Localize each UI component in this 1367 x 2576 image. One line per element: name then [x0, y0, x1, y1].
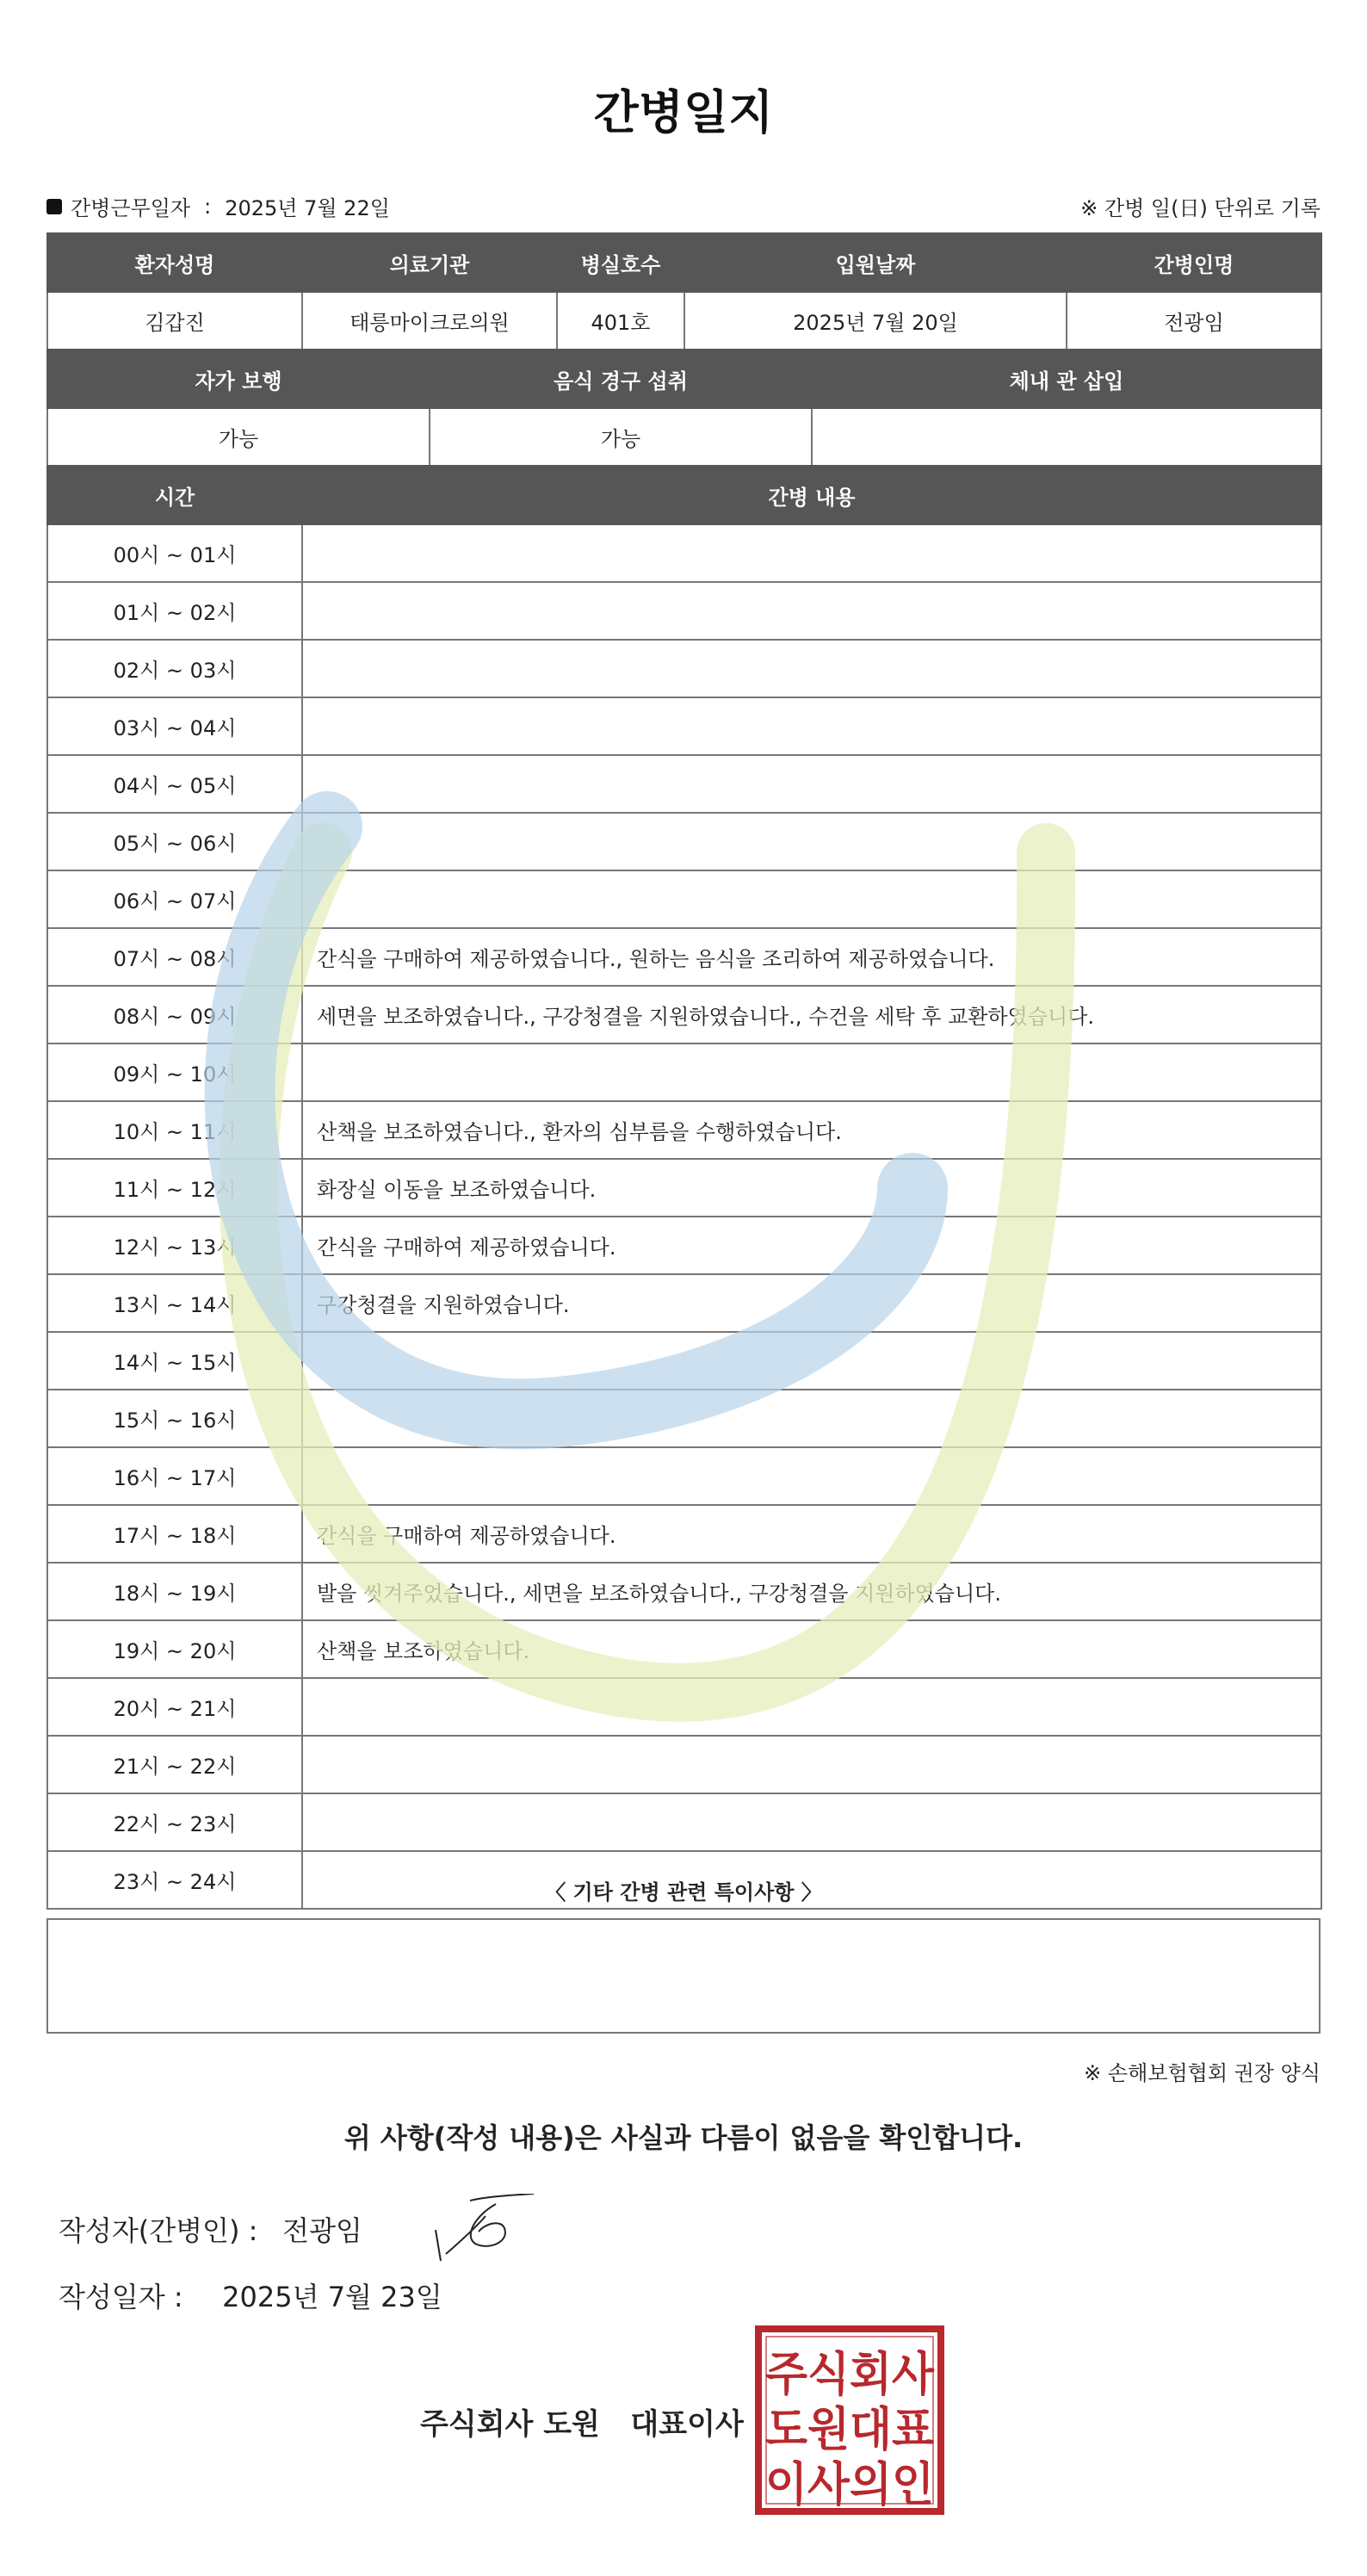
- care-log-row: [47, 697, 1321, 755]
- care-log-row: [47, 1274, 1321, 1332]
- write-date-line: [59, 2276, 442, 2315]
- care-log-time: 20시 ~ 21시: [47, 1678, 302, 1736]
- writer-line: [59, 2209, 362, 2249]
- patient-info-value-row: [47, 292, 1321, 350]
- care-log-content: [302, 1736, 1321, 1793]
- care-log-time: 16시 ~ 17시: [47, 1447, 302, 1505]
- self-walking-value: 가능: [47, 408, 430, 466]
- svg-text:이사의인: 이사의인: [765, 2457, 934, 2511]
- care-log-time: 21시 ~ 22시: [47, 1736, 302, 1793]
- writer-label: 작성자(간병인) :: [59, 2214, 258, 2247]
- write-date-value: 2025년 7월 23일: [222, 2281, 442, 2313]
- confirmation-statement: 위 사항(작성 내용)은 사실과 다름이 없음을 확인합니다.: [343, 2121, 1024, 2154]
- care-log-content: [302, 697, 1321, 755]
- header-admission-date: 입원날짜: [684, 233, 1067, 292]
- care-log-row: [47, 1447, 1321, 1505]
- care-log-content: 산책을 보조하였습니다., 환자의 심부름을 수행하였습니다.: [302, 1101, 1321, 1159]
- special-notes-title: 〈 기타 간병 관련 특이사항 〉: [545, 1880, 822, 1904]
- care-log-row: [47, 1736, 1321, 1793]
- care-log-row: [47, 1563, 1321, 1620]
- care-log-row: [47, 813, 1321, 870]
- care-log-row: [47, 1159, 1321, 1217]
- care-log-time: 03시 ~ 04시: [47, 697, 302, 755]
- care-log-time: 01시 ~ 02시: [47, 582, 302, 640]
- care-log-content: [302, 1332, 1321, 1390]
- svg-text:도원대표: 도원대표: [765, 2402, 934, 2456]
- care-log-content: [302, 1793, 1321, 1851]
- care-log-time: 07시 ~ 08시: [47, 928, 302, 986]
- care-log-time: 17시 ~ 18시: [47, 1505, 302, 1563]
- care-log-content: 화장실 이동을 보조하였습니다.: [302, 1159, 1321, 1217]
- writer-name: 전광임: [282, 2214, 362, 2247]
- care-log-content: [302, 1390, 1321, 1447]
- care-log-row: [47, 1217, 1321, 1274]
- care-log-row: [47, 1043, 1321, 1101]
- institution: 태릉마이크로의원: [302, 292, 557, 350]
- work-date-line: [46, 191, 390, 221]
- write-date-label: 작성일자 :: [59, 2281, 183, 2313]
- care-log-content: [302, 1447, 1321, 1505]
- unit-note: ※ 간병 일(日) 단위로 기록: [1080, 196, 1321, 220]
- care-log-content: [302, 755, 1321, 813]
- care-log-time: 19시 ~ 20시: [47, 1620, 302, 1678]
- care-log-row: [47, 1620, 1321, 1678]
- care-log-row: [47, 1505, 1321, 1563]
- care-log-header-row: [47, 466, 1321, 524]
- care-log-time: 05시 ~ 06시: [47, 813, 302, 870]
- care-log-row: [47, 582, 1321, 640]
- care-log-row: [47, 755, 1321, 813]
- care-log-time: 11시 ~ 12시: [47, 1159, 302, 1217]
- header-self-walking: 자가 보행: [47, 350, 430, 408]
- header-time: 시간: [47, 466, 302, 524]
- company-representative: 주식회사 도원 대표이사: [420, 2407, 744, 2442]
- header-institution: 의료기관: [302, 233, 557, 292]
- care-log-row: [47, 640, 1321, 697]
- tube-insertion-value: [812, 408, 1321, 466]
- square-bullet-icon: [46, 199, 62, 214]
- care-log-row: [47, 1332, 1321, 1390]
- care-log-time: 10시 ~ 11시: [47, 1101, 302, 1159]
- care-log-time: 08시 ~ 09시: [47, 986, 302, 1043]
- status-value-row: [47, 408, 1321, 466]
- header-oral-intake: 음식 경구 섭취: [430, 350, 812, 408]
- care-log-time: 09시 ~ 10시: [47, 1043, 302, 1101]
- patient-info-table: [46, 232, 1322, 350]
- care-log-row: [47, 524, 1321, 582]
- care-log-row: [47, 1678, 1321, 1736]
- admission-date: 2025년 7월 20일: [684, 292, 1067, 350]
- oral-intake-value: 가능: [430, 408, 812, 466]
- handwritten-signature: [425, 2194, 554, 2263]
- care-log-time: 18시 ~ 19시: [47, 1563, 302, 1620]
- care-log-time: 15시 ~ 16시: [47, 1390, 302, 1447]
- patient-info-header-row: [47, 233, 1321, 292]
- care-log-content: [302, 1043, 1321, 1101]
- care-log-content: 간식을 구매하여 제공하였습니다.: [302, 1505, 1321, 1563]
- care-log-content: [302, 524, 1321, 582]
- company-seal-stamp: [754, 2325, 945, 2516]
- care-log-content: 간식을 구매하여 제공하였습니다.: [302, 1217, 1321, 1274]
- care-log-content: 발을 씻겨주었습니다., 세면을 보조하였습니다., 구강청결을 지원하였습니다.: [302, 1563, 1321, 1620]
- care-log-time: 13시 ~ 14시: [47, 1274, 302, 1332]
- header-tube-insertion: 체내 관 삽입: [812, 350, 1321, 408]
- header-caregiver-name: 간병인명: [1067, 233, 1321, 292]
- header-care-content: 간병 내용: [302, 466, 1321, 524]
- care-log-row: [47, 928, 1321, 986]
- special-notes-box: [46, 1918, 1321, 2034]
- work-date-separator: :: [204, 194, 212, 219]
- status-header-row: [47, 350, 1321, 408]
- room-number: 401호: [557, 292, 684, 350]
- svg-text:주식회사: 주식회사: [765, 2347, 935, 2401]
- care-log-content: [302, 1678, 1321, 1736]
- care-log-content: 구강청결을 지원하였습니다.: [302, 1274, 1321, 1332]
- care-log-time: 00시 ~ 01시: [47, 524, 302, 582]
- caregiver-name: 전광임: [1067, 292, 1321, 350]
- care-log-row: [47, 986, 1321, 1043]
- care-log-time: 22시 ~ 23시: [47, 1793, 302, 1851]
- care-log-table: [46, 465, 1322, 1910]
- page-title: 간병일지: [593, 85, 774, 139]
- header-patient-name: 환자성명: [47, 233, 302, 292]
- care-log-time: 23시 ~ 24시: [47, 1851, 302, 1909]
- care-log-content: [302, 640, 1321, 697]
- recommended-form-note: ※ 손해보험협회 권장 양식: [1084, 2061, 1321, 2085]
- care-log-content: [302, 813, 1321, 870]
- care-log-row: [47, 1390, 1321, 1447]
- care-log-row: [47, 870, 1321, 928]
- work-date-value: 2025년 7월 22일: [225, 196, 390, 220]
- care-log-time: 02시 ~ 03시: [47, 640, 302, 697]
- care-log-time: 04시 ~ 05시: [47, 755, 302, 813]
- care-log-content: 산책을 보조하였습니다.: [302, 1620, 1321, 1678]
- patient-status-table: [46, 349, 1322, 467]
- care-log-content: 간식을 구매하여 제공하였습니다., 원하는 음식을 조리하여 제공하였습니다.: [302, 928, 1321, 986]
- header-room-number: 병실호수: [557, 233, 684, 292]
- care-log-row: [47, 1101, 1321, 1159]
- care-log-row: [47, 1793, 1321, 1851]
- care-log-time: 14시 ~ 15시: [47, 1332, 302, 1390]
- patient-name: 김갑진: [47, 292, 302, 350]
- work-date-label: 간병근무일자: [71, 196, 191, 220]
- care-log-content: 세면을 보조하였습니다., 구강청결을 지원하였습니다., 수건을 세탁 후 교환하였습니다.: [302, 986, 1321, 1043]
- care-log-time: 06시 ~ 07시: [47, 870, 302, 928]
- care-log-time: 12시 ~ 13시: [47, 1217, 302, 1274]
- care-log-content: [302, 582, 1321, 640]
- care-log-content: [302, 870, 1321, 928]
